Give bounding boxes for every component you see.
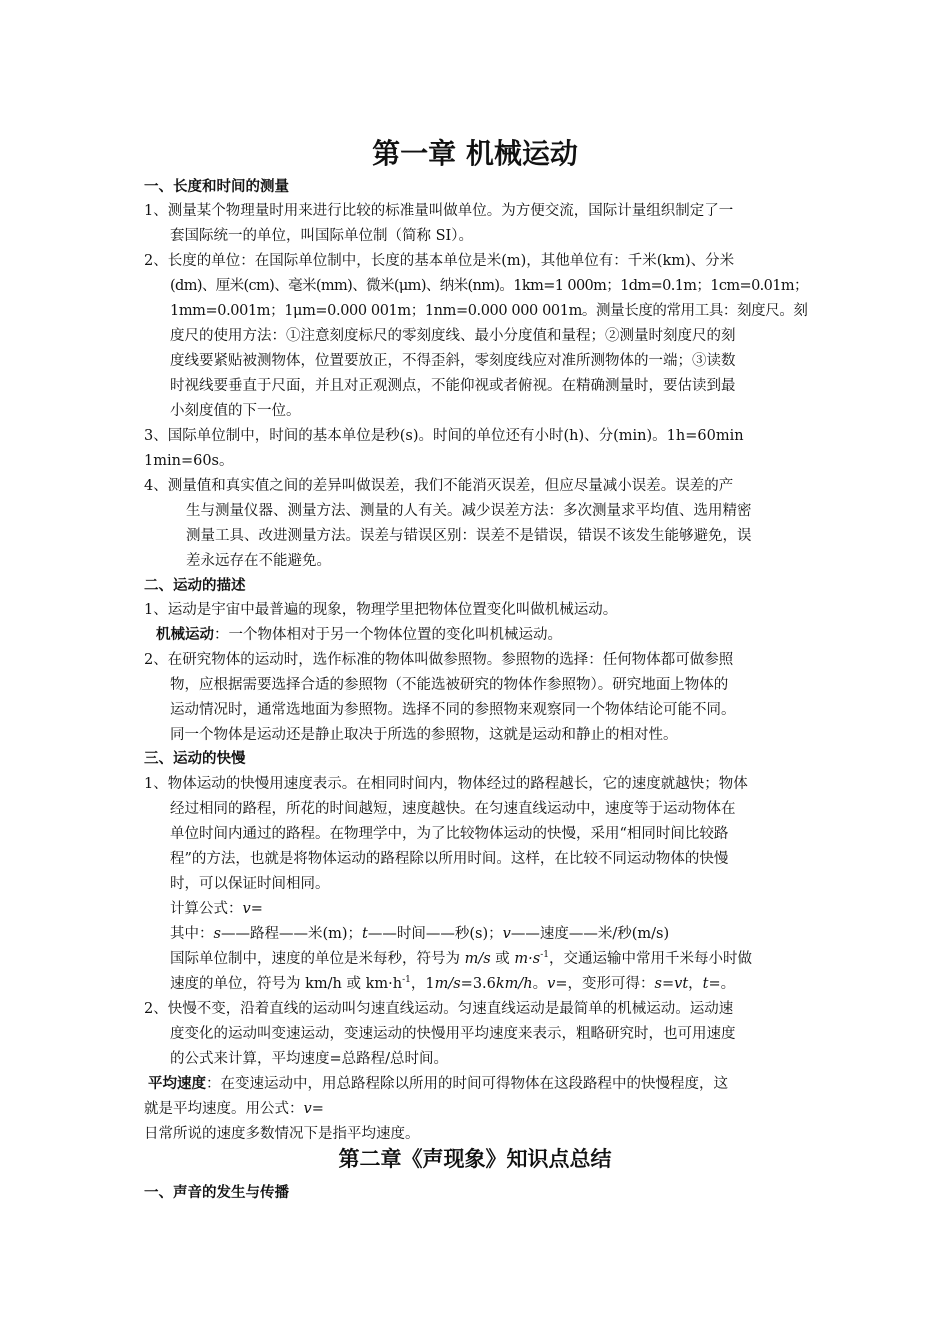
s2-line-5: 同一个物体是运动还是静止取决于所选的参照物，这就是运动和静止的相对性。 xyxy=(170,727,678,743)
avg-speed-definition xyxy=(148,1072,728,1097)
s1-line-3: (dm)、厘米(cm)、毫米(mm)、微米(μm)、纳米(nm)。1km=1 000m；1dm=0.1m；1cm=0.01m； xyxy=(170,278,808,294)
s3-line-2: 单位时间内通过的路程。在物理学中，为了比较物体运动的快慢，采用“相同时间比较路 xyxy=(170,826,729,842)
var-s: s xyxy=(213,926,221,942)
unit2-m: t xyxy=(702,976,709,992)
s2-def-text: ：一个物体相对于另一个物体位置的变化叫机械运动。 xyxy=(214,627,562,643)
s2-line-4: 运动情况时，通常选地面为参照物。选择不同的参照物来观察同一个物体结论可能不同。 xyxy=(170,702,736,718)
s1-line-7: 时视线要垂直于尺面，并且对正观测点，不能仰视或者俯视。在精确测量时，要估读到最 xyxy=(170,378,736,394)
unit2-j: = xyxy=(661,976,675,992)
unit-text-c: ，交通运输中常用千米每小时做 xyxy=(549,951,752,967)
unit-line-1 xyxy=(170,947,752,972)
s1-line-10: 1min=60s。 xyxy=(144,453,234,469)
s1-line-5: 度尺的使用方法：①注意刻度标尺的零刻度线、最小分度值和量程；②测量时刻度尺的刻 xyxy=(170,328,736,344)
s1-line-6: 度线要紧贴被测物体，位置要放正，不得歪斜，零刻度线应对准所测物体的一端；③读数 xyxy=(170,353,736,369)
avg-formula-line xyxy=(144,1097,324,1122)
unit2-g: v xyxy=(547,976,556,992)
s3-line-3: 程”的方法，也就是将物体运动的路程除以所用时间。这样，在比较不同运动物体的快慢 xyxy=(170,851,729,867)
section1-heading: 一、长度和时间的测量 xyxy=(144,179,289,195)
s1-line-12: 生与测量仪器、测量方法、测量的人有关。减少误差方法：多次测量求平均值、选用精密 xyxy=(186,503,752,519)
s2-def-term: 机械运动 xyxy=(156,627,214,643)
where-t: ——时间——秒(s)； xyxy=(367,926,503,942)
s1-line-9: 3、国际单位制中，时间的基本单位是秒(s)。时间的单位还有小时(h)、分(min)。1h=60min xyxy=(144,428,744,444)
unit2-i: s xyxy=(654,976,662,992)
chapter2-title: 第二章《声现象》知识点总结 xyxy=(338,1147,612,1171)
var-t: t xyxy=(362,926,368,942)
unit2-c: m/s xyxy=(434,976,461,992)
unit-text-a: 国际单位制中，速度的单位是米每秒，符号为 xyxy=(170,951,465,967)
s1-line-1: 套国际统一的单位，叫国际单位制（简称 SI）。 xyxy=(170,228,474,244)
formula-label: 计算公式： xyxy=(170,901,243,917)
unit2-k: vt xyxy=(674,976,689,992)
unit2-n: =。 xyxy=(708,976,736,992)
s1-line-2: 2、长度的单位：在国际单位制中，长度的基本单位是米(m)，其他单位有：千米(km)、分米 xyxy=(144,253,735,269)
where-line xyxy=(170,922,669,947)
s1-line-4: 1mm=0.001m；1μm=0.000 001m；1nm=0.000 000 001m。测量长度的常用工具：刻度尺。刻 xyxy=(170,303,808,319)
section2-heading: 二、运动的描述 xyxy=(144,578,246,594)
unit-sup1: -1 xyxy=(540,950,549,961)
avg-last-line: 日常所说的速度多数情况下是指平均速度。 xyxy=(144,1126,420,1142)
s3-line-1: 经过相同的路程，所花的时间越短，速度越快。在匀速直线运动中，速度等于运动物体在 xyxy=(170,801,736,817)
avg-text: ：在变速运动中，用总路程除以所用的时间可得物体在这段路程中的快慢程度，这 xyxy=(206,1076,728,1092)
avg-term: 平均速度 xyxy=(148,1076,206,1092)
avg-line2: 就是平均速度。用公式： xyxy=(144,1101,304,1117)
var-v: v xyxy=(502,926,511,942)
s2-line-2: 2、在研究物体的运动时，选作标准的物体叫做参照物。参照物的选择：任何物体都可做参照 xyxy=(144,652,734,668)
s1-line-13: 测量工具、改进测量方法。误差与错误区别：误差不是错误，错误不该发生能够避免，误 xyxy=(186,528,752,544)
unit2-d: =3.6 xyxy=(460,976,496,992)
s2-definition xyxy=(156,623,562,648)
unit2-f: 。 xyxy=(532,976,548,992)
s3-line-0: 1、物体运动的快慢用速度表示。在相同时间内，物体经过的路程越长，它的速度就越快；物体 xyxy=(144,776,748,792)
where-prefix: 其中： xyxy=(170,926,214,942)
unit-ms: m/s xyxy=(464,951,491,967)
s2-line-1: 1、运动是宇宙中最普遍的现象，物理学里把物体位置变化叫做机械运动。 xyxy=(144,602,618,618)
s1-line-14: 差永远存在不能避免。 xyxy=(186,553,331,569)
unit-text-b: 或 xyxy=(490,951,515,967)
avg-eq: = xyxy=(311,1101,324,1117)
chapter2-section1-heading: 一、声音的发生与传播 xyxy=(144,1185,289,1201)
s2-line-3: 物，应根据需要选择合适的参照物（不能选被研究的物体作参照物）。研究地面上物体的 xyxy=(170,677,729,693)
unit2-a: 速度的单位，符号为 km/h 或 km·h xyxy=(170,976,403,992)
unit-line-2 xyxy=(170,972,735,997)
unit-sup2: -1 xyxy=(402,975,411,986)
unit2-b: ，1 xyxy=(410,976,435,992)
s3-line2-2: 的公式来计算，平均速度=总路程/总时间。 xyxy=(170,1051,449,1067)
formula-eq: = xyxy=(250,901,263,917)
section3-heading: 三、运动的快慢 xyxy=(144,751,246,767)
s1-line-8: 小刻度值的下一位。 xyxy=(170,403,301,419)
avg-var: v xyxy=(303,1101,312,1117)
unit2-l: ， xyxy=(688,976,703,992)
unit2-e: km/h xyxy=(495,976,533,992)
unit2-h: =，变形可得： xyxy=(555,976,655,992)
s3-line2-1: 度变化的运动叫变速运动，变速运动的快慢用平均速度来表示，粗略研究时，也可用速度 xyxy=(170,1026,736,1042)
s3-line-4: 时，可以保证时间相同。 xyxy=(170,876,330,892)
s3-line2-0: 2、快慢不变，沿着直线的运动叫匀速直线运动。匀速直线运动是最简单的机械运动。运动速 xyxy=(144,1001,734,1017)
chapter1-title: 第一章 机械运动 xyxy=(372,137,578,170)
s1-line-0: 1、测量某个物理量时用来进行比较的标准量叫做单位。为方便交流，国际计量组织制定了一 xyxy=(144,203,734,219)
where-v: ——速度——米/秒(m/s) xyxy=(510,926,670,942)
unit-ms2: m·s xyxy=(514,951,541,967)
formula-var: v xyxy=(242,901,251,917)
formula-line xyxy=(170,897,263,922)
where-s: ——路程——米(m)； xyxy=(220,926,363,942)
s1-line-11: 4、测量值和真实值之间的差异叫做误差，我们不能消灭误差，但应尽量减小误差。误差的产 xyxy=(144,478,734,494)
